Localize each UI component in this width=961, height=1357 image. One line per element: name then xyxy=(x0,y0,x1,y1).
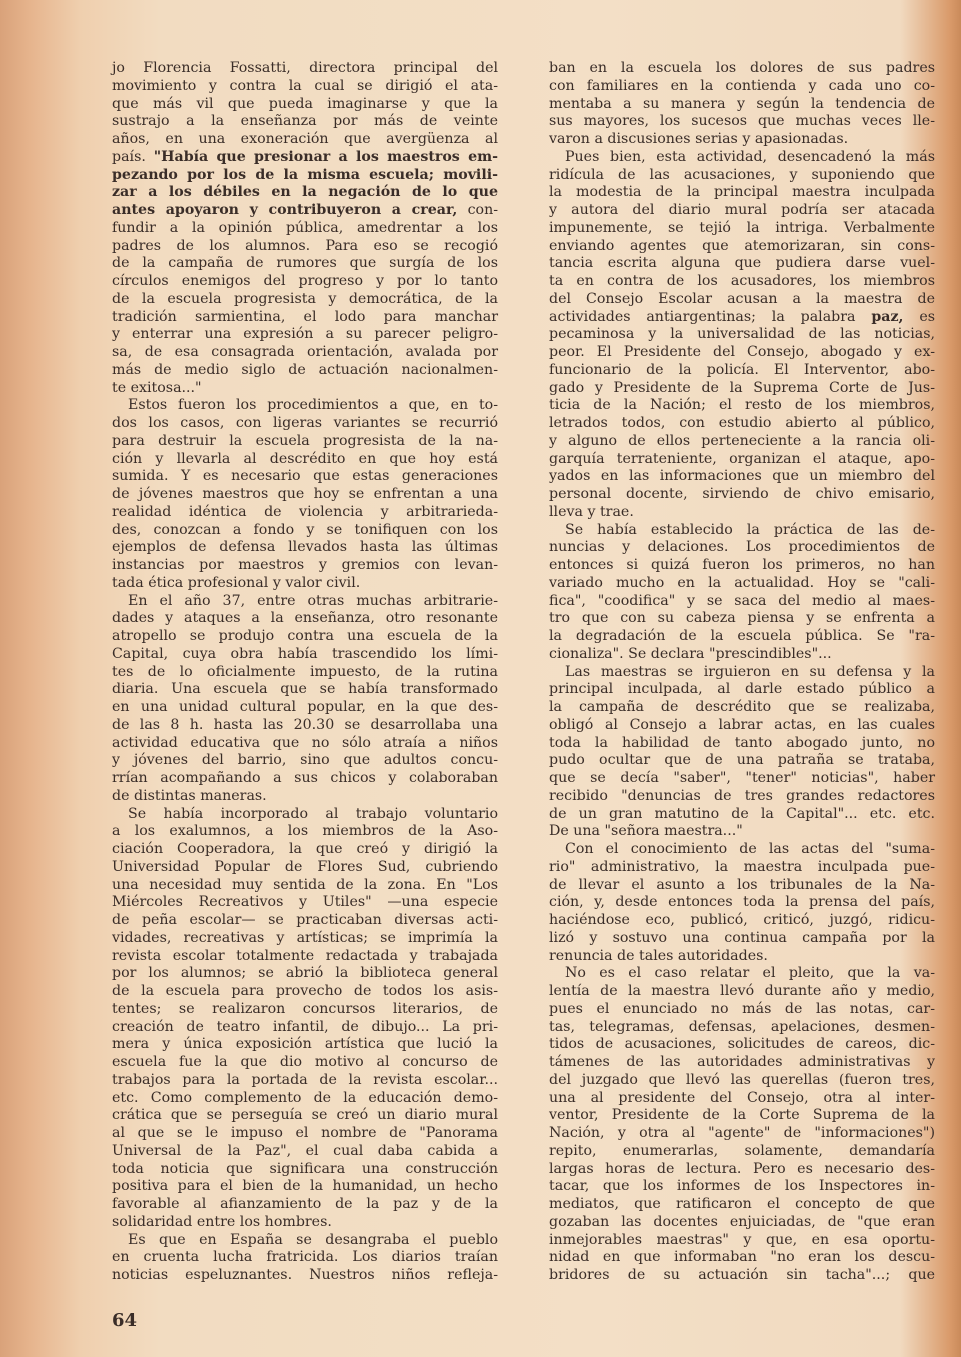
text-line: rio" administrativo, la maestra inculpada pue- xyxy=(549,858,935,875)
text-line: mentaba a su manera y según la tendencia de xyxy=(549,95,935,112)
text-line: círculos enemigos del progreso y por lo tanto xyxy=(112,273,498,289)
text-line: del Consejo Escolar acusan a la maestra de xyxy=(549,290,935,307)
text-line: sustrajo a la enseñanza por más de veinte xyxy=(112,113,498,130)
text-line: de la escuela para provecho de todos los asis- xyxy=(112,983,498,999)
text-line: Miércoles Recreativos y Utiles" —una especie xyxy=(112,894,498,911)
paragraph xyxy=(549,965,935,1285)
text-line: y autora del diario mural podría ser atacada xyxy=(549,202,935,218)
bold-text: pezando por los de la misma escuela; movili- xyxy=(112,166,498,183)
text-line: tentes; se realizaron concursos literarios, de xyxy=(112,1000,498,1017)
text-line: en una unidad cultural popular, en la que des- xyxy=(112,699,498,715)
text-line: sa, de esa consagrada orientación, avalada por xyxy=(112,344,498,360)
text-line: pudo ocultar que de una patraña se trataba, xyxy=(549,752,935,769)
text-line: variado mucho en la actualidad. Hoy se "cali- xyxy=(549,574,935,591)
text-line: con familiares en la contienda y cada uno co- xyxy=(549,77,935,94)
text-line: de las 8 h. hasta las 20.30 se desarrollaba una xyxy=(112,716,498,733)
text-line: Se había incorporado al trabajo voluntario xyxy=(128,805,498,822)
text-line: jo Florencia Fossatti, directora principal del xyxy=(112,60,498,76)
text-span: es xyxy=(903,308,935,325)
text-line: solidaridad entre los hombres. xyxy=(112,1213,332,1230)
text-line: en cruenta lucha fratricida. Los diarios traían xyxy=(112,1249,498,1266)
text-span: con- xyxy=(457,202,499,218)
text-line: de la escuela progresista y democrática, de la xyxy=(112,290,498,307)
text-line: En el año 37, entre otras muchas arbitrarie- xyxy=(128,592,498,609)
text-line: rrían acompañando a sus chicos y colaboraban xyxy=(112,770,498,786)
text-line: recibido "denuncias de tres grandes redactores xyxy=(549,787,935,804)
text-line: atropello se produjo contra una escuela de la xyxy=(112,628,498,644)
text-line: una al presidente del Consejo, otra al inter- xyxy=(549,1089,935,1106)
text-line: entonces si quizá fueron los primeros, no han xyxy=(549,557,935,573)
text-line: Universidad Popular de Flores Sud, cubriendo xyxy=(112,858,498,875)
text-line: de llevar el asunto a los tribunales de la Na- xyxy=(549,876,935,893)
text-line: etc. Como complemento de la educación demo- xyxy=(112,1089,498,1106)
text-line: y enterrar una expresión a su parecer peligro- xyxy=(112,326,498,343)
text-line xyxy=(112,149,498,167)
text-line: a los exalumnos, a los miembros de la Aso- xyxy=(112,823,498,840)
paragraph xyxy=(112,593,498,806)
text-line: fundir a la opinión pública, amedrentar a los xyxy=(112,219,498,236)
text-line: ciación Cooperadora, la que creó y dirigió la xyxy=(112,841,498,857)
text-line: lleva y trae. xyxy=(549,503,634,520)
text-line: personal docente, sirviendo de chivo emisario, xyxy=(549,486,935,502)
paragraph xyxy=(549,149,935,522)
text-line: impunemente, se tejió la intriga. Verbalmente xyxy=(549,219,935,236)
text-line: ción, y, desde entonces toda la prensa del país, xyxy=(549,894,935,911)
text-line: tro que con su cabeza piensa y se enfrenta a xyxy=(549,610,935,627)
text-line: ridícula de las acusaciones, y suponiendo que xyxy=(549,166,935,183)
text-line: mera y única exposición artística que lució la xyxy=(112,1036,498,1053)
text-line: Pues bien, esta actividad, desencadenó la más xyxy=(565,148,935,165)
text-line: Se había establecido la práctica de las de- xyxy=(565,521,935,538)
text-line: realidad idéntica de violencia y arbitrarieda- xyxy=(112,503,498,520)
text-line: te exitosa..." xyxy=(112,379,202,396)
text-line: largas horas de lectura. Pero es necesario des- xyxy=(549,1160,935,1177)
text-line xyxy=(112,184,498,202)
text-line: obligó al Consejo a labrar actas, en las cuales xyxy=(549,716,935,733)
text-line: una necesidad muy sentida de la zona. En "Los xyxy=(112,876,498,893)
text-line: para destruir la escuela progresista de la na- xyxy=(112,432,498,449)
text-line: Capital, cuya obra había trascendido los lími- xyxy=(112,645,498,662)
text-line: garquía terrateniente, organizan el ataque, apo- xyxy=(549,450,935,467)
text-line: gado y Presidente de la Suprema Corte de Jus- xyxy=(549,379,935,396)
text-line: trabajos para la portada de la revista escolar... xyxy=(112,1071,498,1088)
text-line: támenes de las autoridades administrativas y xyxy=(549,1054,935,1070)
text-line: más de medio siglo de actuación nacionalmen- xyxy=(112,361,498,378)
text-line: la degradación de la escuela pública. Se "ra- xyxy=(549,628,935,644)
text-line: de la campaña de rumores que surgía de los xyxy=(112,255,498,272)
text-line: creación de teatro infantil, de dibujo... La pri- xyxy=(112,1018,498,1035)
text-line xyxy=(549,309,935,327)
text-line: repito, enumerarlas, solamente, demandaría xyxy=(549,1142,935,1159)
text-line: ventor, Presidente de la Corte Suprema de la xyxy=(549,1107,935,1124)
text-line: Con el conocimiento de las actas del "suma- xyxy=(565,841,935,857)
text-line: lizó y sostuvo una continua campaña por la xyxy=(549,929,935,946)
text-line: ban en la escuela los dolores de sus padres xyxy=(549,60,935,76)
text-line: funcionario de la policía. El Interventor, abo- xyxy=(549,361,935,378)
paragraph xyxy=(549,522,935,664)
text-line: movimiento y contra la cual se dirigió el ata- xyxy=(112,77,498,94)
text-line: noticias espeluznantes. Nuestros niños refleja- xyxy=(112,1267,498,1283)
text-line: por los alumnos; se abrió la biblioteca general xyxy=(112,965,498,982)
text-line: dos los casos, con ligeras variantes se recurrió xyxy=(112,415,498,431)
text-line: ticia de la Nación; el resto de los miembros, xyxy=(549,397,935,414)
text-line: que más vil que pueda imaginarse y que la xyxy=(112,95,498,112)
text-line: de peña escolar— se practicaban diversas acti- xyxy=(112,912,498,928)
text-line: pecaminosa y la universalidad de las noticias, xyxy=(549,326,935,343)
bold-text: "Había que presionar a los maestros em- xyxy=(153,148,498,165)
text-line: ción y llevarla al descrédito en que hoy está xyxy=(112,450,498,467)
text-line: toda la habilidad de tanto abogado junto, no xyxy=(549,734,935,751)
paragraph xyxy=(549,841,935,965)
text-line: al que se le impuso el nombre de "Panorama xyxy=(112,1125,498,1141)
text-line: tes de lo oficialmente impuesto, de la rutina xyxy=(112,663,498,680)
text-line: varon a discusiones serias y apasionadas. xyxy=(549,131,849,147)
text-line: inmejorables maestras" y que, en esa oportu- xyxy=(549,1231,935,1248)
bold-text: zar a los débiles en la negación de lo que xyxy=(112,184,498,201)
text-line: crática que se perseguía se creó un diario mural xyxy=(112,1107,498,1124)
text-line: pues el enunciado no más de las notas, car- xyxy=(549,1000,935,1017)
text-line: enviando agentes que atemorizaran, sin cons- xyxy=(549,237,935,254)
text-line: De una "señora maestra..." xyxy=(549,823,743,840)
text-line: años, en una exoneración que avergüenza al xyxy=(112,131,498,147)
text-line: padres de los alumnos. Para eso se recogió xyxy=(112,237,498,254)
text-line: cionaliza". Se declara "prescindibles"... xyxy=(549,645,832,662)
bold-text: antes apoyaron y contribuyeron a crear, xyxy=(112,202,458,218)
text-column-right xyxy=(549,60,935,1285)
text-line: vidades, recreativas y artísticas; se imprimía la xyxy=(112,929,498,946)
text-line: dades y ataques a la enseñanza, otro resonante xyxy=(112,610,498,627)
text-line: Nación, y otra al "agente" de "informaciones") xyxy=(549,1125,935,1141)
text-line: tada ética profesional y valor civil. xyxy=(112,574,361,591)
text-line: sumida. Y es necesario que estas generaciones xyxy=(112,468,498,485)
text-line: Universal de la Paz", el cual daba cabida a xyxy=(112,1142,498,1159)
text-line: Es que en España se desangraba el pueblo xyxy=(128,1231,498,1248)
text-line: sus mayores, los sucesos que muchas veces lle- xyxy=(549,113,935,130)
paragraph xyxy=(112,806,498,1232)
text-line: letrados todos, con estudio abierto al público, xyxy=(549,415,935,431)
paragraph xyxy=(112,60,498,397)
text-line: escuela fue la que dio motivo al concurso de xyxy=(112,1054,498,1070)
text-line: renuncia de tales autoridades. xyxy=(549,947,768,964)
text-line xyxy=(112,202,498,220)
text-line: de un gran matutino de la Capital"... etc. etc. xyxy=(549,805,935,822)
text-column-left xyxy=(112,60,498,1285)
text-line: tancia escrita alguna que pudiera darse vuel- xyxy=(549,255,935,272)
page-number: 64 xyxy=(112,1310,138,1331)
paragraph xyxy=(112,1232,498,1285)
text-line: nidad en que informaban "no eran los descu- xyxy=(549,1249,935,1266)
text-line: tacar, que los informes de los Inspectores in- xyxy=(549,1178,935,1195)
text-line: favorable al afianzamiento de la paz y de la xyxy=(112,1196,498,1212)
text-line xyxy=(112,167,498,185)
text-line: instancias por maestros y gremios con levan- xyxy=(112,557,498,573)
paragraph xyxy=(549,664,935,842)
text-line: y jóvenes del barrio, sino que adultos concu- xyxy=(112,752,498,769)
text-line: de jóvenes maestros que hoy se enfrentan a una xyxy=(112,486,498,502)
text-line: principal inculpada, al darle estado público a xyxy=(549,681,935,698)
text-line: ta en contra de los acusadores, los miembros xyxy=(549,273,935,289)
text-line: de distintas maneras. xyxy=(112,787,267,804)
text-line: yados en las informaciones que un miembro del xyxy=(549,468,935,485)
text-line: la campaña de descrédito que se realizaba, xyxy=(549,699,935,715)
text-line: gozaban las docentes enjuiciadas, de "que eran xyxy=(549,1213,935,1230)
text-line: peor. El Presidente del Consejo, abogado y ex- xyxy=(549,344,935,360)
text-span: país. xyxy=(112,148,154,165)
text-line: actividad educativa que no sólo atraía a niños xyxy=(112,734,498,751)
paragraph xyxy=(112,397,498,592)
text-line: del juzgado que llevó las querellas (fueron tres, xyxy=(549,1071,935,1088)
text-line: y alguno de ellos perteneciente a la rancia oli- xyxy=(549,432,935,449)
text-line: fica", "coodifica" y se saca del medio al maes- xyxy=(549,592,935,609)
bold-text: paz, xyxy=(871,308,904,325)
text-line: nuncias y delaciones. Los procedimientos de xyxy=(549,539,935,556)
text-span: actividades antiargentinas; la palabra xyxy=(549,308,872,325)
text-line: Estos fueron los procedimientos a que, en to- xyxy=(128,397,498,414)
text-line: Las maestras se irguieron en su defensa y la xyxy=(565,663,935,680)
text-line: No es el caso relatar el pleito, que la va- xyxy=(565,965,935,982)
text-line: tas, telegramas, defensas, apelaciones, desmen- xyxy=(549,1018,935,1035)
paragraph xyxy=(549,60,935,149)
text-line: bridores de su actuación sin tacha"...; que xyxy=(549,1267,935,1283)
text-line: lentía de la maestra llevó durante año y medio, xyxy=(549,983,935,999)
text-line: des, conozcan a fondo y se tonifiquen con los xyxy=(112,521,498,538)
text-line: que se decía "saber", "tener" noticias", haber xyxy=(549,770,935,786)
text-line: mediatos, que ratificaron el concepto de que xyxy=(549,1196,935,1212)
text-line: revista escolar totalmente redactada y trabajada xyxy=(112,947,498,964)
text-line: tradición sarmientina, el lodo para manchar xyxy=(112,308,498,325)
text-line: tidos de acusaciones, solicitudes de careos, dic- xyxy=(549,1036,935,1053)
text-line: haciéndose eco, publicó, criticó, juzgó, ridicu- xyxy=(549,912,935,928)
text-line: toda noticia que significara una construcción xyxy=(112,1160,498,1177)
text-line: positiva para el bien de la humanidad, un hecho xyxy=(112,1178,498,1195)
text-line: diaria. Una escuela que se había transformado xyxy=(112,681,498,698)
text-line: la modestia de la principal maestra inculpada xyxy=(549,184,935,201)
text-line: ejemplos de defensa llevados hasta las últimas xyxy=(112,539,498,556)
